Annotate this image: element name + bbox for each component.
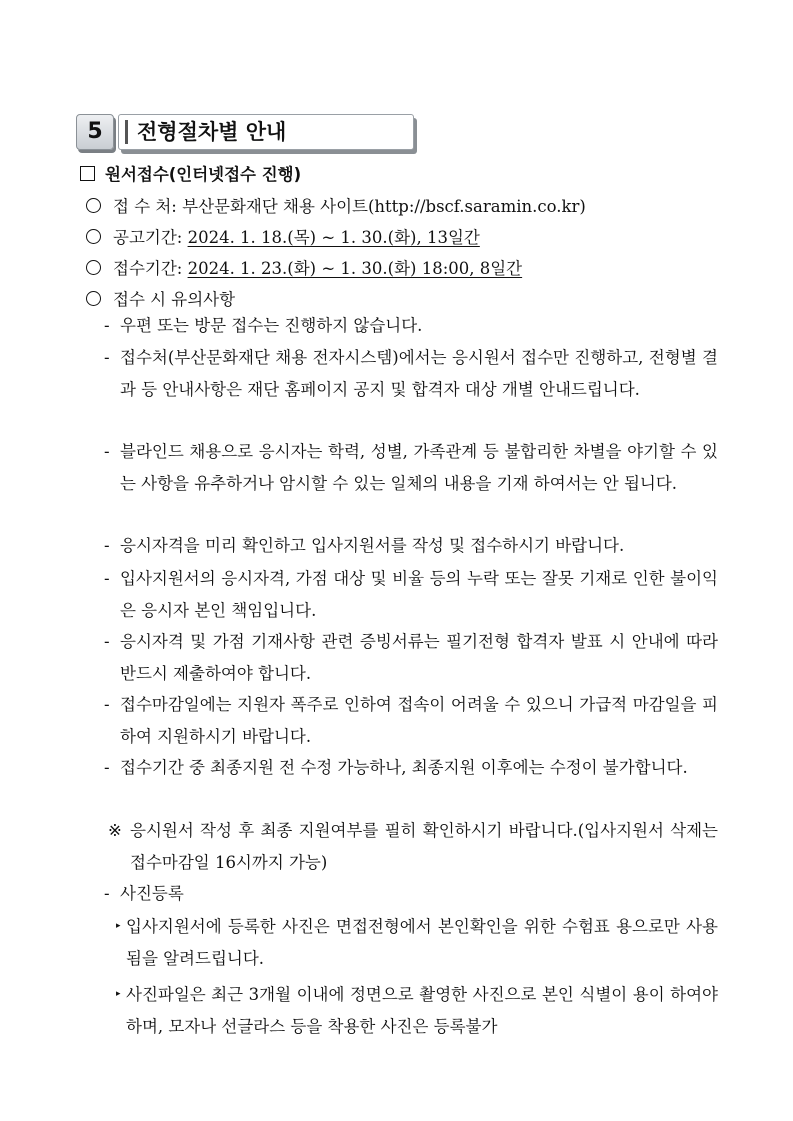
dash-bullet: - (104, 442, 110, 461)
caution-item (104, 689, 718, 752)
caution-text: 응시자격 및 가점 기재사항 관련 증빙서류는 필기전형 합격자 발표 시 안내에 따라 반드시 제출하여야 합니다. (120, 632, 718, 683)
section-title-box (118, 114, 414, 150)
caution-text: 접수마감일에는 지원자 폭주로 인하여 접속이 어려울 수 있으니 가급적 마감일을 피하여 지원하시기 바랍니다. (120, 695, 718, 746)
circle-bullet-icon (86, 291, 101, 306)
caution-text: 입사지원서의 응시자격, 가점 대상 및 비율 등의 누락 또는 잘못 기재로 인한 불이익은 응시자 본인 책임입니다. (120, 569, 718, 620)
application-heading: 원서접수(인터넷접수 진행) (105, 165, 302, 184)
info-label: 접수 시 유의사항 (113, 290, 236, 309)
checkbox-square-icon (80, 166, 95, 181)
caution-text: 접수기간 중 최종지원 전 수정 가능하나, 최종지원 이후에는 수정이 불가합니다. (120, 758, 688, 777)
caution-item (104, 436, 718, 499)
dash-bullet: - (104, 569, 110, 588)
section-title: 전형절차별 안내 (137, 120, 287, 144)
caution-item (104, 310, 718, 342)
info-value: 2024. 1. 23.(화) ~ 1. 30.(화) 18:00, 8일간 (187, 259, 523, 278)
photo-item (116, 979, 718, 1042)
dash-bullet: - (104, 758, 110, 777)
photo-heading-item (104, 878, 718, 910)
dash-bullet: - (104, 632, 110, 651)
section-header (76, 112, 418, 154)
info-item-notice-period (86, 227, 480, 249)
dash-bullet: - (104, 348, 110, 367)
photo-item (116, 911, 718, 974)
dash-bullet: - (104, 316, 110, 335)
info-label: 공고기간: (113, 228, 183, 247)
info-label: 접 수 처: (113, 197, 177, 216)
circle-bullet-icon (86, 229, 101, 244)
triangle-bullet-icon: ▸ (116, 989, 121, 999)
caution-text: 접수처(부산문화재단 채용 전자시스템)에서는 응시원서 접수만 진행하고, 전형별 결과 등 안내사항은 재단 홈페이지 공지 및 합격자 대상 개별 안내드립니다. (120, 348, 718, 399)
reference-mark: ※ (108, 821, 122, 840)
dash-bullet: - (104, 536, 110, 555)
section-number: 5 (76, 114, 114, 150)
caution-item (104, 530, 718, 562)
info-item-application-period (86, 258, 522, 280)
info-item-reception (86, 196, 586, 218)
reference-note (108, 815, 718, 878)
circle-bullet-icon (86, 198, 101, 213)
note-text: 응시원서 작성 후 최종 지원여부를 필히 확인하시기 바랍니다.(입사지원서 삭제는 접수마감일 16시까지 가능) (130, 821, 718, 872)
caution-text: 블라인드 채용으로 응시자는 학력, 성별, 가족관계 등 불합리한 차별을 야기할 수 있는 사항을 유추하거나 암시할 수 있는 일체의 내용을 기재 하여서는 안 됩니다. (120, 442, 718, 493)
dash-bullet: - (104, 884, 110, 903)
caution-text: 응시자격을 미리 확인하고 입사지원서를 작성 및 접수하시기 바랍니다. (120, 536, 625, 555)
caution-item (104, 563, 718, 626)
circle-bullet-icon (86, 260, 101, 275)
triangle-bullet-icon: ▸ (116, 921, 121, 931)
caution-item (104, 342, 718, 405)
info-item-cautions (86, 289, 235, 311)
dash-bullet: - (104, 695, 110, 714)
caution-item (104, 752, 718, 784)
title-divider (125, 120, 128, 144)
caution-text: 우편 또는 방문 접수는 진행하지 않습니다. (120, 316, 423, 335)
info-value: 부산문화재단 채용 사이트(http://bscf.saramin.co.kr) (182, 197, 586, 216)
photo-item-text: 입사지원서에 등록한 사진은 면접전형에서 본인확인을 위한 수험표 용으로만 사용됨을 알려드립니다. (126, 917, 718, 968)
photo-item-text: 사진파일은 최근 3개월 이내에 정면으로 촬영한 사진으로 본인 식별이 용이 하여야 하며, 모자나 선글라스 등을 착용한 사진은 등록불가 (126, 985, 718, 1036)
info-value: 2024. 1. 18.(목) ~ 1. 30.(화), 13일간 (187, 228, 480, 247)
caution-item (104, 626, 718, 689)
photo-heading: 사진등록 (120, 884, 184, 903)
application-heading-row (80, 164, 301, 186)
info-label: 접수기간: (113, 259, 183, 278)
